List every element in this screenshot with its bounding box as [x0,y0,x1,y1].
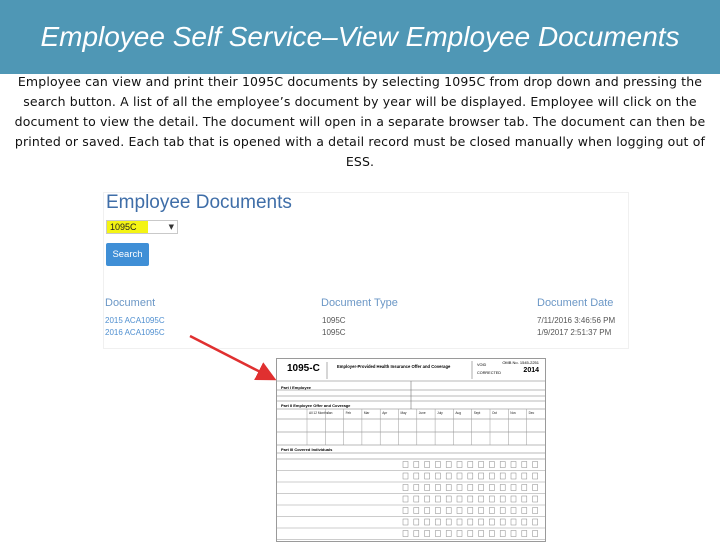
form-month-checkbox [446,462,451,468]
form-month-label: All 12 Months [309,411,329,415]
form-month-checkbox [489,485,494,491]
form-month-checkbox [479,473,484,479]
chevron-down-icon: ▼ [168,223,174,231]
form-month-checkbox [500,473,505,479]
form-month-checkbox [489,462,494,468]
form-month-checkbox [468,508,473,514]
form-heading: Employer-Provided Health Insurance Offer and Coverage [337,364,451,369]
document-type-value: 1095C [110,222,137,232]
form-month-checkbox [403,496,408,502]
form-month-label: Feb [345,411,352,415]
form-month-checkbox [533,485,538,491]
form-month-checkbox [479,462,484,468]
form-month-checkbox [489,508,494,514]
form-month-checkbox [457,462,462,468]
form-month-checkbox [435,496,440,502]
form-month-checkbox [489,496,494,502]
form-month-checkbox [457,496,462,502]
form-grid [277,359,545,541]
form-month-checkbox [435,519,440,525]
form-part1-label: Part I Employee [281,385,312,390]
form-month-checkbox [435,485,440,491]
form-month-checkbox [468,496,473,502]
page-title: Employee Documents [106,192,292,213]
form-month-checkbox [435,531,440,537]
form-month-checkbox [468,473,473,479]
form-month-checkbox [425,496,430,502]
form-month-checkbox [414,473,419,479]
form-month-checkbox [500,519,505,525]
form-month-label: Aug [455,411,462,415]
form-month-checkbox [435,473,440,479]
form-month-checkbox [457,531,462,537]
row-document-type: 1095C [322,328,346,337]
form-month-checkbox [511,531,516,537]
column-header-document-date[interactable]: Document Date [537,297,614,309]
row-document-type: 1095C [322,316,346,325]
form-month-label: Oct [492,411,497,415]
form-month-label: July [437,411,443,415]
form-year: 2014 [523,367,539,374]
form-month-checkbox [500,485,505,491]
row-document-link[interactable]: 2016 ACA1095C [105,328,165,337]
form-month-checkbox [414,462,419,468]
form-month-checkbox [446,485,451,491]
form-month-checkbox [500,508,505,514]
form-month-checkbox [533,531,538,537]
form-month-checkbox [533,496,538,502]
form-corrected-label: CORRECTED [477,371,502,375]
form-month-checkbox [522,485,527,491]
form-month-checkbox [533,473,538,479]
form-month-checkbox [522,496,527,502]
form-month-label: June [418,411,426,415]
row-document-date: 1/9/2017 2:51:37 PM [537,328,612,337]
form-month-checkbox [511,496,516,502]
form-month-checkbox [511,508,516,514]
form-month-checkbox [446,496,451,502]
form-month-checkbox [425,531,430,537]
form-month-checkbox [522,519,527,525]
column-header-document-type[interactable]: Document Type [321,297,398,309]
form-void-label: VOID [477,363,487,367]
form-part3-label: Part III Covered Individuals [281,447,333,452]
form-month-checkbox [446,519,451,525]
form-month-label: Mar [363,411,370,415]
form-month-checkbox [522,462,527,468]
row-document-link[interactable]: 2015 ACA1095C [105,316,165,325]
row-document-date: 7/11/2016 3:46:56 PM [537,316,616,325]
form-month-label: Nov [510,411,516,415]
form-month-checkbox [511,473,516,479]
form-month-checkbox [414,519,419,525]
form-month-checkbox [511,485,516,491]
form-month-checkbox [414,496,419,502]
form-month-label: Apr [382,411,388,415]
form-month-label: May [400,411,407,415]
form-month-checkbox [533,462,538,468]
form-month-checkbox [533,508,538,514]
form-month-checkbox [511,462,516,468]
form-month-checkbox [479,508,484,514]
form-month-checkbox [500,462,505,468]
form-month-checkbox [403,519,408,525]
form-month-checkbox [425,519,430,525]
form-month-checkbox [425,508,430,514]
form-month-checkbox [500,531,505,537]
slide-title: Employee Self Service–View Employee Documents [40,21,680,52]
form-month-checkbox [414,508,419,514]
form-month-checkbox [457,473,462,479]
form-month-checkbox [522,508,527,514]
form-month-checkbox [457,485,462,491]
form-month-checkbox [468,531,473,537]
search-button[interactable]: Search [106,243,149,266]
form-month-checkbox [468,462,473,468]
form-month-checkbox [522,473,527,479]
form-month-checkbox [425,473,430,479]
form-month-checkbox [489,519,494,525]
form-month-checkbox [414,485,419,491]
form-month-checkbox [468,519,473,525]
form-month-checkbox [403,473,408,479]
form-month-checkbox [489,473,494,479]
form-month-checkbox [425,485,430,491]
form-month-checkbox [479,485,484,491]
form-month-checkbox [479,519,484,525]
form-month-checkbox [489,531,494,537]
form-month-checkbox [479,531,484,537]
form-month-checkbox [479,496,484,502]
form-month-checkbox [446,473,451,479]
form-month-checkbox [403,485,408,491]
form-month-checkbox [403,508,408,514]
form-month-label: Jan [327,411,333,415]
form-month-checkbox [446,531,451,537]
form-month-label: Sept [473,411,481,415]
form-month-label: Dec [528,411,535,415]
form-month-checkbox [425,462,430,468]
form-month-checkbox [435,462,440,468]
form-month-checkbox [446,508,451,514]
form-month-checkbox [403,531,408,537]
slide-description: Employee can view and print their 1095C documents by selecting 1095C from drop down and pressing the search button. A list of all the employee’s document by year will be displayed. Employee will click on the document to view the detail. The document will open in a separate browser tab. The document can then be printed or saved. Each tab that is opened with a detail record must be closed manually when logging out of ESS. [14,74,706,169]
form-month-checkbox [511,519,516,525]
form-month-checkbox [533,519,538,525]
form-month-checkbox [468,485,473,491]
form-number: 1095-C [287,363,320,374]
form-month-checkbox [457,508,462,514]
form-month-checkbox [435,508,440,514]
form-month-checkbox [414,531,419,537]
form-month-checkbox [522,531,527,537]
column-header-document[interactable]: Document [105,297,156,309]
form-month-checkbox [457,519,462,525]
form-1095c-preview [276,358,546,542]
form-month-checkbox [500,496,505,502]
form-month-checkbox [403,462,408,468]
form-part2-label: Part II Employee Offer and Coverage [281,403,351,408]
form-omb: OMB No. 1545-2251 [502,360,539,365]
